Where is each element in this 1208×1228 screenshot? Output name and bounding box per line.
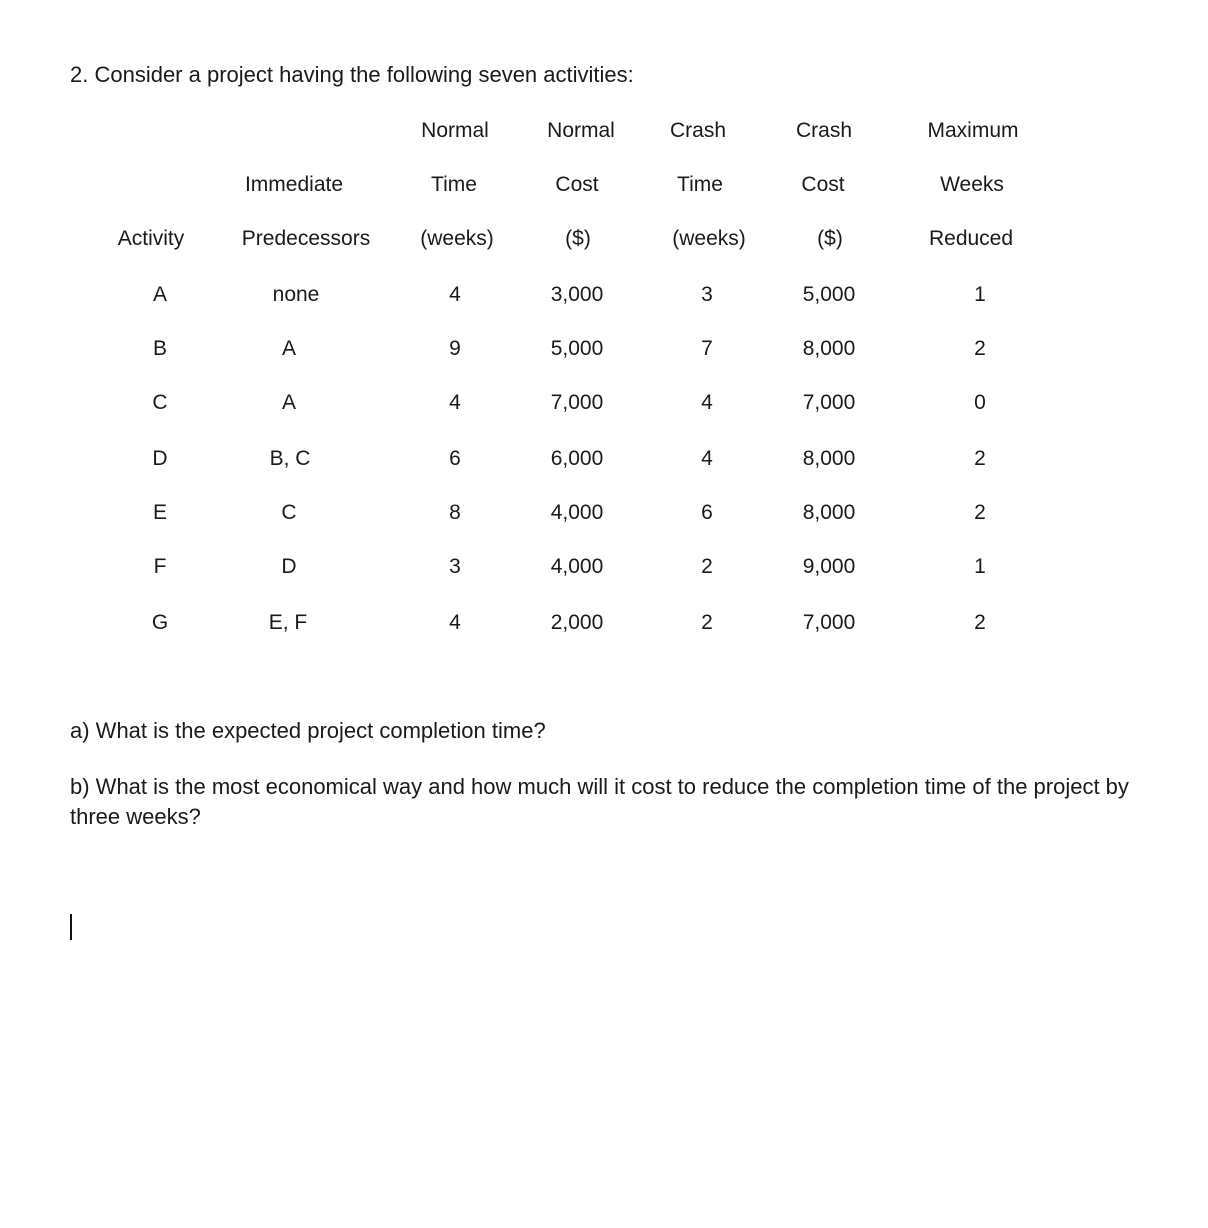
cell-crash-time: 7 — [701, 337, 713, 360]
cell-max-reduced: 1 — [974, 555, 986, 578]
cell-crash-time: 6 — [701, 501, 713, 524]
cell-normal-time: 8 — [449, 501, 461, 524]
cell-max-reduced: 2 — [974, 501, 986, 524]
cell-predecessors: none — [272, 283, 320, 306]
cell-normal-cost: 5,000 — [550, 337, 604, 360]
cell-crash-cost: 9,000 — [802, 555, 856, 578]
cell-crash-time: 2 — [701, 555, 713, 578]
cell-crash-time: 2 — [701, 611, 713, 634]
question-a: a) What is the expected project completion time? — [70, 718, 546, 743]
header-max-reduced-line3: Reduced — [928, 227, 1014, 250]
header-activity: Activity — [117, 227, 185, 250]
cell-normal-time: 9 — [449, 337, 461, 360]
cell-normal-time: 3 — [449, 555, 461, 578]
cell-crash-cost: 5,000 — [802, 283, 856, 306]
cell-max-reduced: 0 — [974, 391, 986, 414]
cell-crash-cost: 7,000 — [802, 611, 856, 634]
cell-crash-cost: 8,000 — [802, 337, 856, 360]
cell-activity: C — [152, 391, 168, 414]
cell-predecessors: C — [281, 501, 297, 524]
cell-crash-time: 4 — [701, 447, 713, 470]
cell-activity: D — [152, 447, 168, 470]
header-predecessors-line1: Immediate — [244, 173, 344, 196]
cell-crash-cost: 8,000 — [802, 501, 856, 524]
cell-normal-time: 4 — [449, 391, 461, 414]
cell-predecessors: B, C — [269, 447, 311, 470]
cell-normal-cost: 7,000 — [550, 391, 604, 414]
cell-max-reduced: 1 — [974, 283, 986, 306]
cell-predecessors: D — [281, 555, 297, 578]
header-crash-cost-line1: Crash — [795, 119, 853, 142]
problem-title: 2. Consider a project having the following seven activities: — [70, 62, 634, 87]
question-b: b) What is the most economical way and how much will it cost to reduce the completion time of the project by three weeks? — [70, 774, 1129, 829]
header-crash-time-line1: Crash — [669, 119, 727, 142]
header-normal-cost-line3: ($) — [565, 227, 591, 250]
cell-crash-cost: 7,000 — [802, 391, 856, 414]
cell-normal-time: 6 — [449, 447, 461, 470]
cell-max-reduced: 2 — [974, 447, 986, 470]
header-normal-time-line2: Time — [431, 173, 477, 196]
cell-activity: E — [152, 501, 168, 524]
cell-predecessors: A — [281, 337, 297, 360]
cell-max-reduced: 2 — [974, 611, 986, 634]
cell-normal-cost: 6,000 — [550, 447, 604, 470]
header-normal-time-line1: Normal — [421, 119, 489, 142]
header-max-reduced-line1: Maximum — [927, 119, 1019, 142]
cell-normal-time: 4 — [449, 611, 461, 634]
cell-predecessors: E, F — [268, 611, 308, 634]
text-cursor[interactable] — [70, 914, 72, 940]
header-crash-cost-line2: Cost — [801, 173, 845, 196]
header-normal-time-line3: (weeks) — [420, 227, 494, 250]
cell-normal-time: 4 — [449, 283, 461, 306]
header-max-reduced-line2: Weeks — [940, 173, 1004, 196]
cell-normal-cost: 2,000 — [550, 611, 604, 634]
cell-normal-cost: 4,000 — [550, 555, 604, 578]
header-normal-cost-line2: Cost — [555, 173, 599, 196]
cell-normal-cost: 4,000 — [550, 501, 604, 524]
cell-crash-time: 3 — [701, 283, 713, 306]
cell-activity: A — [152, 283, 168, 306]
cell-crash-time: 4 — [701, 391, 713, 414]
cell-activity: B — [152, 337, 168, 360]
cell-normal-cost: 3,000 — [550, 283, 604, 306]
cell-predecessors: A — [281, 391, 297, 414]
header-crash-time-line2: Time — [677, 173, 723, 196]
cell-activity: G — [151, 611, 169, 634]
header-predecessors-line2: Predecessors — [241, 227, 371, 250]
header-normal-cost-line1: Normal — [547, 119, 615, 142]
cell-activity: F — [153, 555, 167, 578]
header-crash-cost-line3: ($) — [817, 227, 843, 250]
cell-crash-cost: 8,000 — [802, 447, 856, 470]
header-crash-time-line3: (weeks) — [672, 227, 746, 250]
cell-max-reduced: 2 — [974, 337, 986, 360]
